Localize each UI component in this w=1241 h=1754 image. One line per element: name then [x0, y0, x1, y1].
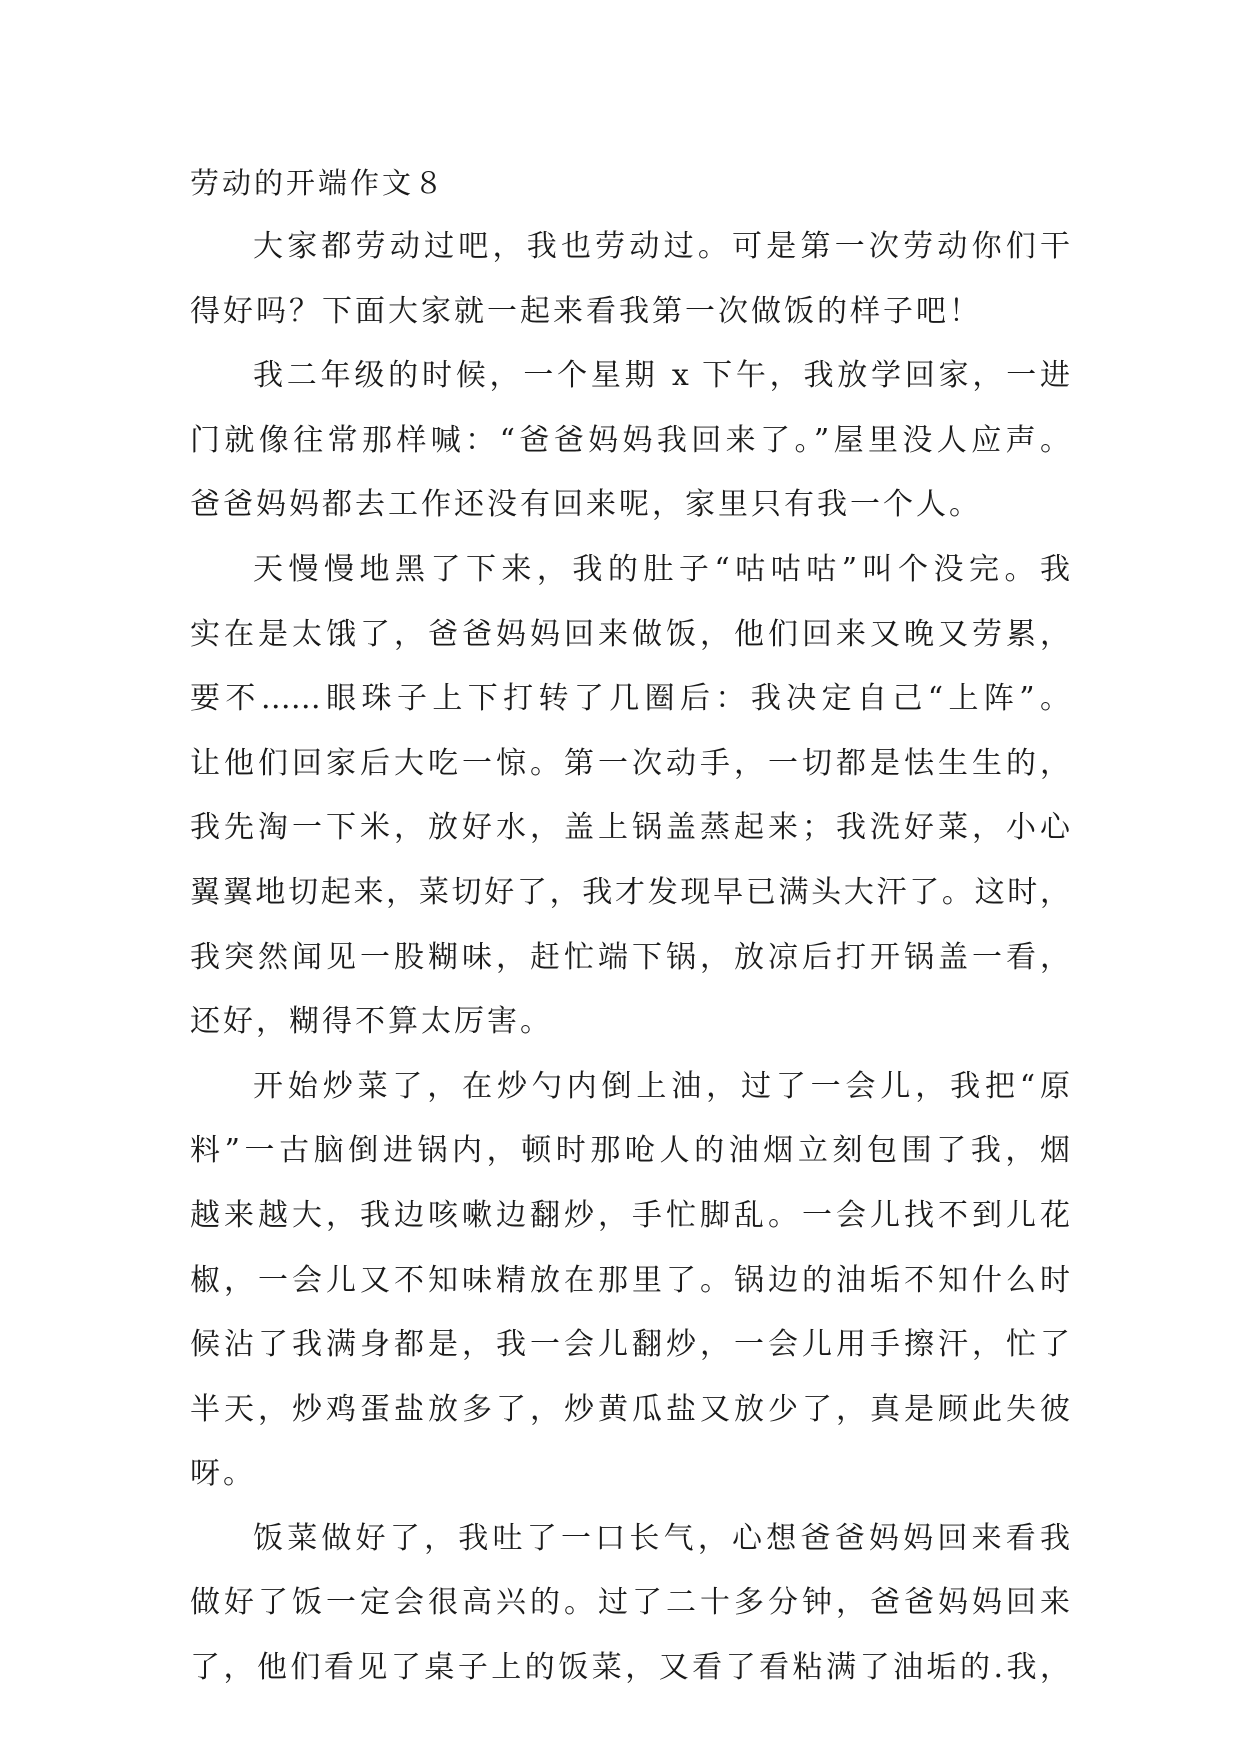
text-line: 开始炒菜了，在炒勺内倒上油，过了一会儿，我把“原 — [253, 1068, 1070, 1104]
document-body — [190, 222, 1070, 1708]
text-line: 半天，炒鸡蛋盐放多了，炒黄瓜盐又放少了，真是顾此失彼 — [190, 1391, 1070, 1427]
text-line: 饭菜做好了，我吐了一口长气，心想爸爸妈妈回来看我 — [253, 1520, 1070, 1556]
text-line: 要不……眼珠子上下打转了几圈后：我决定自己“上阵”。 — [190, 681, 1070, 717]
text-line: 椒，一会儿又不知味精放在那里了。锅边的油垢不知什么时 — [190, 1262, 1070, 1298]
text-line: 做好了饭一定会很高兴的。过了二十多分钟，爸爸妈妈回来 — [190, 1585, 1070, 1621]
text-line: 了，他们看见了桌子上的饭菜，又看了看粘满了油垢的.我， — [190, 1650, 1070, 1686]
text-line: 还好，糊得不算太厉害。 — [190, 1004, 553, 1040]
text-line: 我二年级的时候，一个星期 x 下午，我放学回家，一进 — [253, 358, 1070, 394]
text-line: 越来越大，我边咳嗽边翻炒，手忙脚乱。一会儿找不到儿花 — [190, 1197, 1070, 1233]
text-line: 天慢慢地黑了下来，我的肚子“咕咕咕”叫个没完。我 — [253, 551, 1070, 587]
text-line: 实在是太饿了，爸爸妈妈回来做饭，他们回来又晚又劳累， — [190, 616, 1070, 652]
text-line: 候沾了我满身都是，我一会儿翻炒，一会儿用手擦汗，忙了 — [190, 1327, 1070, 1363]
text-line: 我突然闻见一股糊味，赶忙端下锅，放凉后打开锅盖一看， — [190, 939, 1070, 975]
text-line: 大家都劳动过吧，我也劳动过。可是第一次劳动你们干 — [253, 229, 1070, 264]
text-line: 得好吗？下面大家就一起来看我第一次做饭的样子吧！ — [190, 293, 982, 329]
text-line: 料”一古脑倒进锅内，顿时那呛人的油烟立刻包围了我，烟 — [190, 1133, 1070, 1169]
text-line: 呀。 — [190, 1456, 256, 1492]
document-title: 劳动的开端作文８ — [190, 166, 447, 200]
text-line: 爸爸妈妈都去工作还没有回来呢，家里只有我一个人。 — [190, 487, 982, 523]
text-line: 让他们回家后大吃一惊。第一次动手，一切都是怯生生的， — [190, 745, 1070, 781]
text-line: 翼翼地切起来，菜切好了，我才发现早已满头大汗了。这时， — [190, 874, 1070, 910]
text-line: 门就像往常那样喊：“爸爸妈妈我回来了。”屋里没人应声。 — [190, 422, 1070, 458]
text-line: 我先淘一下米，放好水，盖上锅盖蒸起来；我洗好菜，小心 — [190, 810, 1070, 846]
